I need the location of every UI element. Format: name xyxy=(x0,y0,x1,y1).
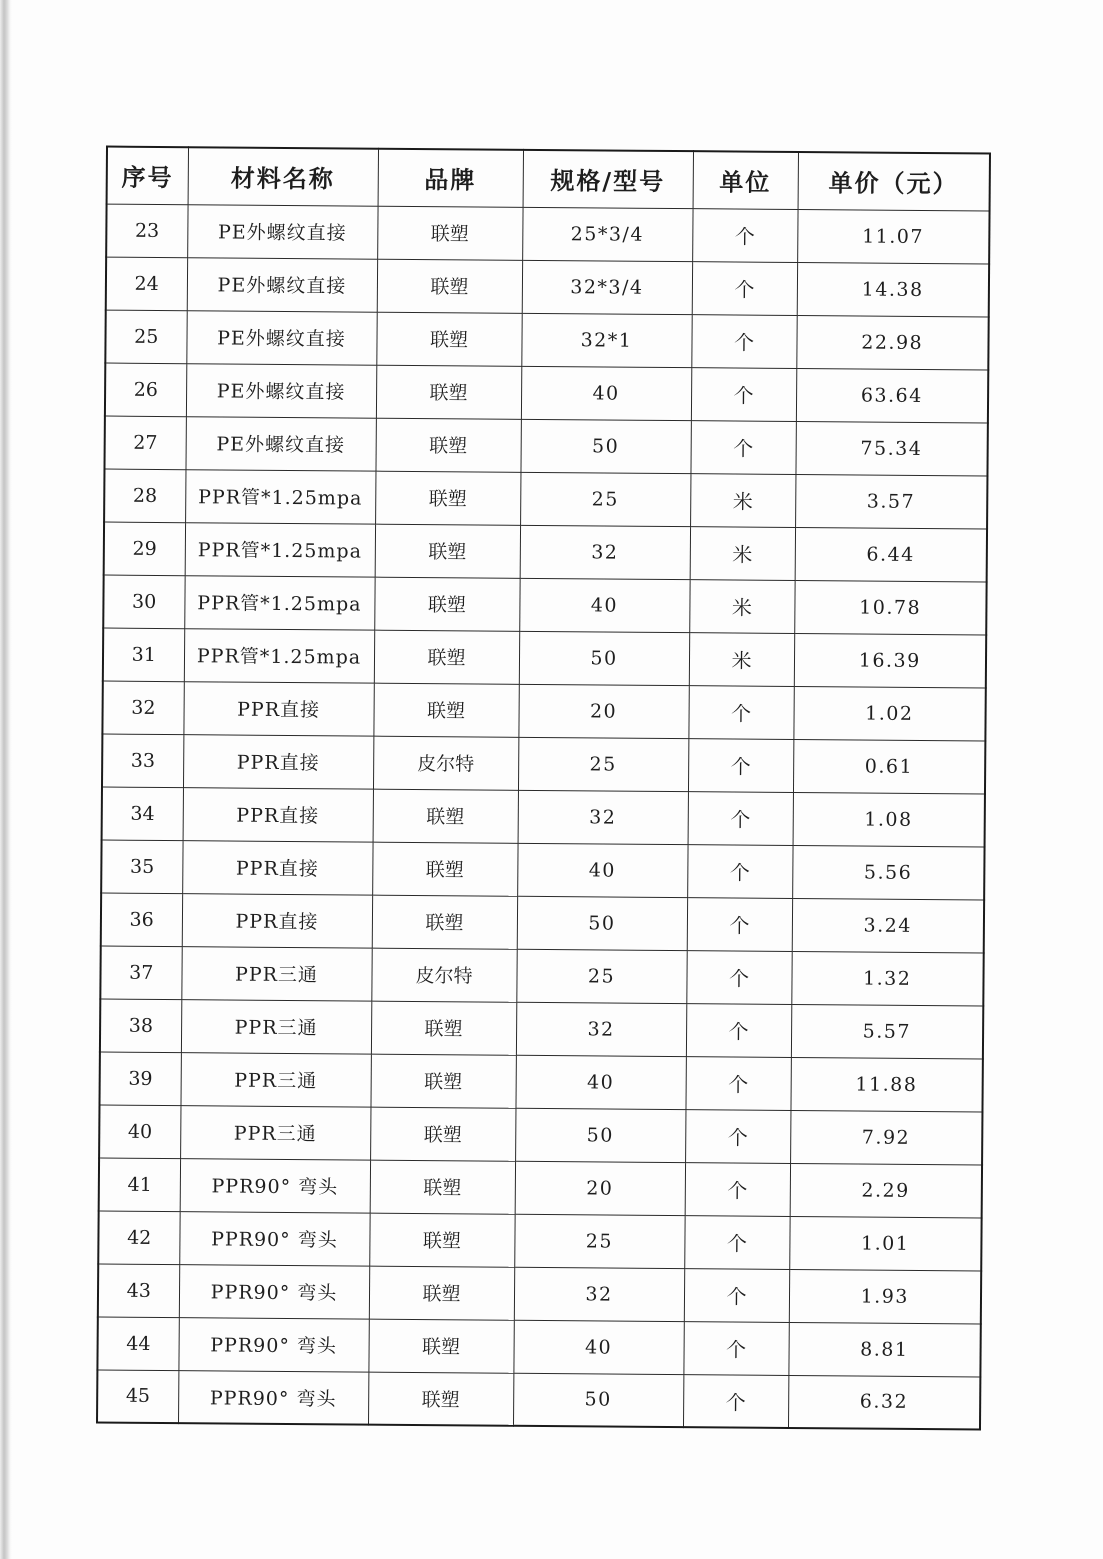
unit-price-cell: 7.92 xyxy=(790,1110,982,1165)
unit-price-cell: 75.34 xyxy=(795,421,987,476)
material-name-cell: PPR直接 xyxy=(182,840,372,894)
unit-price-cell: 8.81 xyxy=(788,1322,980,1377)
unit-cell: 个 xyxy=(683,1321,788,1375)
unit-cell: 米 xyxy=(689,579,794,633)
brand-cell: 联塑 xyxy=(373,789,518,843)
seq-cell: 26 xyxy=(105,363,186,417)
seq-cell: 28 xyxy=(104,469,185,523)
table-row xyxy=(101,840,984,900)
material-name-cell: PE外螺纹直接 xyxy=(185,416,375,470)
seq-cell: 44 xyxy=(97,1317,178,1371)
seq-cell: 30 xyxy=(103,575,184,629)
header-material-name: 材料名称 xyxy=(188,147,378,205)
material-name-cell: PPR直接 xyxy=(183,681,373,735)
material-name-cell: PPR90° 弯头 xyxy=(178,1370,368,1424)
unit-cell: 个 xyxy=(684,1268,789,1322)
material-name-cell: PE外螺纹直接 xyxy=(186,363,376,417)
material-name-cell: PPR三通 xyxy=(180,1105,370,1159)
table-row xyxy=(98,1211,981,1271)
unit-cell: 米 xyxy=(690,526,795,580)
spec-cell: 20 xyxy=(515,1161,685,1215)
brand-cell: 联塑 xyxy=(369,1266,514,1320)
header-seq: 序号 xyxy=(107,147,188,205)
seq-cell: 25 xyxy=(105,310,186,364)
material-name-cell: PPR直接 xyxy=(183,734,373,788)
material-name-cell: PE外螺纹直接 xyxy=(187,257,377,311)
unit-price-cell: 11.07 xyxy=(797,209,989,264)
unit-price-cell: 1.08 xyxy=(793,792,985,847)
seq-cell: 23 xyxy=(106,204,187,258)
table-row xyxy=(99,1105,982,1165)
material-name-cell: PPR三通 xyxy=(181,999,371,1053)
seq-cell: 24 xyxy=(106,257,187,311)
spec-cell: 50 xyxy=(515,1108,685,1162)
table-row xyxy=(100,946,983,1006)
table-row xyxy=(105,310,988,370)
header-brand: 品牌 xyxy=(378,149,523,207)
unit-cell: 个 xyxy=(687,844,792,898)
unit-price-cell: 5.56 xyxy=(792,845,984,900)
seq-cell: 40 xyxy=(99,1105,180,1159)
unit-price-cell: 1.02 xyxy=(793,686,985,741)
brand-cell: 联塑 xyxy=(373,683,518,737)
seq-cell: 37 xyxy=(100,946,181,1000)
material-name-cell: PPR直接 xyxy=(183,787,373,841)
seq-cell: 34 xyxy=(102,787,183,841)
seq-cell: 39 xyxy=(100,1052,181,1106)
brand-cell: 联塑 xyxy=(370,1160,515,1214)
unit-price-cell: 0.61 xyxy=(793,739,985,794)
material-name-cell: PPR三通 xyxy=(180,1052,370,1106)
unit-cell: 个 xyxy=(691,314,796,368)
spec-cell: 32 xyxy=(516,1002,686,1056)
material-name-cell: PPR90° 弯头 xyxy=(178,1317,368,1371)
brand-cell: 皮尔特 xyxy=(371,948,516,1002)
seq-cell: 42 xyxy=(98,1211,179,1265)
material-name-cell: PPR直接 xyxy=(182,893,372,947)
unit-price-cell: 11.88 xyxy=(790,1057,982,1112)
brand-cell: 联塑 xyxy=(370,1054,515,1108)
table-row xyxy=(102,787,985,847)
unit-price-cell: 1.32 xyxy=(791,951,983,1006)
brand-cell: 联塑 xyxy=(368,1372,513,1426)
brand-cell: 联塑 xyxy=(371,1001,516,1055)
spec-cell: 32 xyxy=(520,525,690,579)
table-row xyxy=(102,734,985,794)
unit-price-cell: 1.01 xyxy=(789,1216,981,1271)
unit-price-cell: 10.78 xyxy=(794,580,986,635)
unit-cell: 个 xyxy=(691,367,796,421)
table-row xyxy=(106,257,989,317)
table-row xyxy=(104,416,987,476)
spec-cell: 40 xyxy=(517,843,687,897)
brand-cell: 联塑 xyxy=(368,1319,513,1373)
material-name-cell: PE外螺纹直接 xyxy=(187,204,377,258)
unit-cell: 个 xyxy=(685,1162,790,1216)
spec-cell: 50 xyxy=(513,1373,683,1427)
spec-cell: 25 xyxy=(520,472,690,526)
brand-cell: 联塑 xyxy=(369,1213,514,1267)
unit-price-cell: 6.32 xyxy=(788,1375,980,1430)
unit-price-cell: 63.64 xyxy=(796,368,988,423)
brand-cell: 联塑 xyxy=(374,577,519,631)
table-row xyxy=(99,1158,982,1218)
unit-cell: 个 xyxy=(685,1056,790,1110)
header-unit-price: 单价（元） xyxy=(798,152,990,211)
seq-cell: 31 xyxy=(103,628,184,682)
brand-cell: 联塑 xyxy=(372,895,517,949)
spec-cell: 40 xyxy=(519,578,689,632)
material-name-cell: PPR三通 xyxy=(181,946,371,1000)
scan-edge-shadow xyxy=(0,0,12,1559)
material-name-cell: PPR90° 弯头 xyxy=(180,1158,370,1212)
unit-cell: 个 xyxy=(686,1003,791,1057)
material-name-cell: PE外螺纹直接 xyxy=(186,310,376,364)
spec-cell: 25 xyxy=(518,737,688,791)
spec-cell: 25*3/4 xyxy=(522,207,692,261)
unit-cell: 个 xyxy=(688,738,793,792)
unit-price-cell: 6.44 xyxy=(795,527,987,582)
unit-price-cell: 16.39 xyxy=(794,633,986,688)
unit-price-cell: 3.24 xyxy=(792,898,984,953)
spec-cell: 32*3/4 xyxy=(522,260,692,314)
seq-cell: 43 xyxy=(98,1264,179,1318)
table-row xyxy=(104,469,987,529)
unit-cell: 个 xyxy=(688,685,793,739)
unit-price-cell: 5.57 xyxy=(791,1004,983,1059)
material-name-cell: PPR90° 弯头 xyxy=(179,1211,369,1265)
spec-cell: 50 xyxy=(520,419,690,473)
table-row xyxy=(100,1052,983,1112)
unit-cell: 个 xyxy=(685,1109,790,1163)
material-name-cell: PPR管*1.25mpa xyxy=(184,628,374,682)
seq-cell: 32 xyxy=(102,681,183,735)
brand-cell: 联塑 xyxy=(372,842,517,896)
unit-cell: 个 xyxy=(686,950,791,1004)
brand-cell: 联塑 xyxy=(375,524,520,578)
seq-cell: 45 xyxy=(97,1370,178,1424)
table-row xyxy=(101,893,984,953)
brand-cell: 联塑 xyxy=(377,206,522,260)
material-name-cell: PPR管*1.25mpa xyxy=(185,469,375,523)
unit-price-cell: 1.93 xyxy=(789,1269,981,1324)
brand-cell: 联塑 xyxy=(375,418,520,472)
table-row xyxy=(97,1370,980,1430)
spec-cell: 20 xyxy=(518,684,688,738)
brand-cell: 皮尔特 xyxy=(373,736,518,790)
unit-price-cell: 2.29 xyxy=(790,1163,982,1218)
table-row xyxy=(104,522,987,582)
header-row xyxy=(107,147,990,211)
header-spec: 规格/型号 xyxy=(523,150,693,208)
unit-cell: 个 xyxy=(692,208,797,262)
spec-cell: 40 xyxy=(521,366,691,420)
spec-cell: 40 xyxy=(513,1320,683,1374)
table-row xyxy=(98,1264,981,1324)
seq-cell: 27 xyxy=(104,416,185,470)
table-row xyxy=(103,628,986,688)
unit-price-cell: 3.57 xyxy=(795,474,987,529)
material-name-cell: PPR90° 弯头 xyxy=(179,1264,369,1318)
spec-cell: 25 xyxy=(516,949,686,1003)
seq-cell: 38 xyxy=(100,999,181,1053)
table-row xyxy=(97,1317,980,1377)
unit-cell: 个 xyxy=(687,897,792,951)
seq-cell: 35 xyxy=(101,840,182,894)
table-row xyxy=(106,204,989,264)
table-row xyxy=(103,575,986,635)
table-body xyxy=(97,204,990,1430)
spec-cell: 25 xyxy=(514,1214,684,1268)
brand-cell: 联塑 xyxy=(370,1107,515,1161)
brand-cell: 联塑 xyxy=(374,630,519,684)
unit-cell: 个 xyxy=(683,1374,788,1428)
header-unit: 单位 xyxy=(693,151,798,209)
material-name-cell: PPR管*1.25mpa xyxy=(185,522,375,576)
unit-price-cell: 14.38 xyxy=(797,262,989,317)
spec-cell: 50 xyxy=(519,631,689,685)
spec-cell: 32*1 xyxy=(521,313,691,367)
price-table-container xyxy=(96,146,989,1431)
unit-price-cell: 22.98 xyxy=(796,315,988,370)
brand-cell: 联塑 xyxy=(375,471,520,525)
table-row xyxy=(100,999,983,1059)
unit-cell: 个 xyxy=(688,791,793,845)
spec-cell: 40 xyxy=(515,1055,685,1109)
material-name-cell: PPR管*1.25mpa xyxy=(184,575,374,629)
brand-cell: 联塑 xyxy=(377,259,522,313)
table-row xyxy=(102,681,985,741)
spec-cell: 32 xyxy=(514,1267,684,1321)
unit-cell: 个 xyxy=(690,420,795,474)
seq-cell: 33 xyxy=(102,734,183,788)
material-price-table xyxy=(96,146,991,1431)
table-header xyxy=(107,147,990,211)
unit-cell: 米 xyxy=(690,473,795,527)
brand-cell: 联塑 xyxy=(376,365,521,419)
table-row xyxy=(105,363,988,423)
seq-cell: 36 xyxy=(101,893,182,947)
spec-cell: 32 xyxy=(518,790,688,844)
unit-cell: 个 xyxy=(684,1215,789,1269)
seq-cell: 41 xyxy=(99,1158,180,1212)
brand-cell: 联塑 xyxy=(376,312,521,366)
spec-cell: 50 xyxy=(517,896,687,950)
unit-cell: 个 xyxy=(692,261,797,315)
unit-cell: 米 xyxy=(689,632,794,686)
seq-cell: 29 xyxy=(104,522,185,576)
